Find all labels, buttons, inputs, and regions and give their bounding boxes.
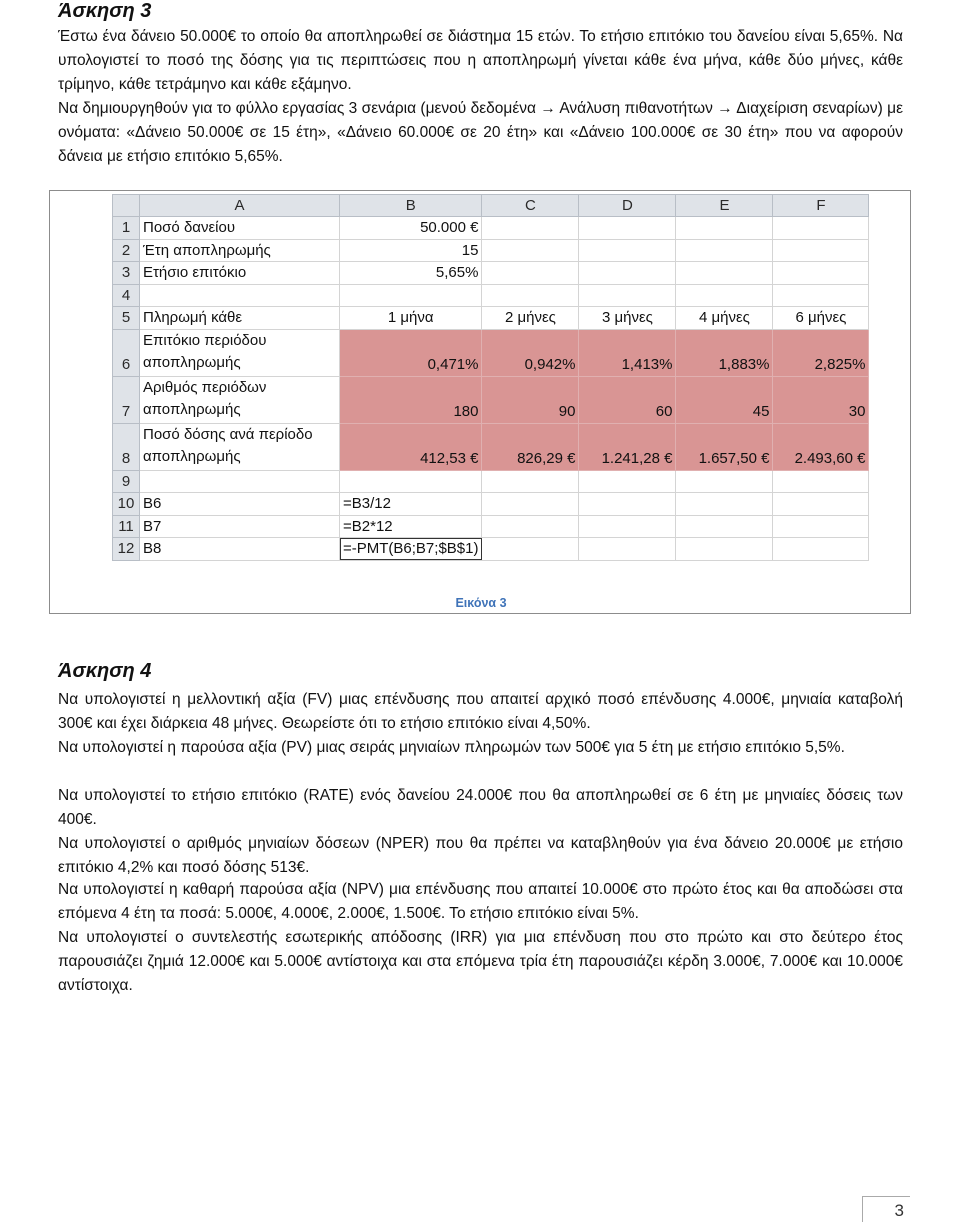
exercise-4-heading: Άσκηση 4 xyxy=(58,660,152,682)
cell-a9[interactable] xyxy=(140,470,340,493)
exercise-3-paragraph-1: Έστω ένα δάνειο 50.000€ το οποίο θα αποπληρωθεί σε διάστημα 15 ετών. Το ετήσιο επιτόκιο του δανείου είναι 5,65%. Να υπολογιστεί το ποσό της δόσης για τις περιπτώσεις που η αποπληρωμή γίνεται κάθε ένα μήνα, κάθε δύο μήνες, κάθε τρίμηνο, κάθε τετράμηνο και κάθε εξάμηνο. xyxy=(58,28,903,93)
sheet-row-12 xyxy=(113,538,869,561)
cell-d3[interactable] xyxy=(579,262,676,285)
exercise-4-paragraph-1: Να υπολογιστεί η μελλοντική αξία (FV) μιας επένδυσης που απαιτεί αρχικό ποσό επένδυσης 4.000€, μηνιαία καταβολή 300€ και έχει διάρκεια 48 μήνες. Θεωρείστε ότι το ετήσιο επιτόκιο είναι 4,50%. xyxy=(58,691,903,732)
cell-b12[interactable]: =-PMT(B6;B7;$B$1) xyxy=(340,538,482,561)
column-header-d[interactable]: D xyxy=(579,195,676,217)
cell-c5[interactable]: 2 μήνες xyxy=(482,307,579,330)
cell-a6[interactable]: Επιτόκιο περιόδου αποπληρωμής xyxy=(140,329,340,376)
column-header-b[interactable]: B xyxy=(340,195,482,217)
row-header-9[interactable]: 9 xyxy=(113,470,140,493)
cell-c10[interactable] xyxy=(482,493,579,516)
cell-f2[interactable] xyxy=(773,239,869,262)
sheet-row-3 xyxy=(113,262,869,285)
sheet-row-7 xyxy=(113,376,869,423)
spreadsheet-grid xyxy=(112,194,869,561)
cell-b3[interactable]: 5,65% xyxy=(340,262,482,285)
cell-e6[interactable]: 1,883% xyxy=(676,329,773,376)
cell-f8[interactable]: 2.493,60 € xyxy=(773,423,869,470)
cell-d6[interactable]: 1,413% xyxy=(579,329,676,376)
cell-b8[interactable]: 412,53 € xyxy=(340,423,482,470)
cell-d2[interactable] xyxy=(579,239,676,262)
cell-b7[interactable]: 180 xyxy=(340,376,482,423)
column-header-row xyxy=(113,195,869,217)
cell-f6[interactable]: 2,825% xyxy=(773,329,869,376)
exercise-3-heading: Άσκηση 3 xyxy=(58,0,152,22)
cell-c1[interactable] xyxy=(482,217,579,240)
exercise-4-paragraph-3: Να υπολογιστεί το ετήσιο επιτόκιο (RATE) ενός δανείου 24.000€ που θα αποπληρωθεί σε 6 έτη με μηνιαίες δόσεις των 400€. xyxy=(58,787,903,828)
row-header-10[interactable]: 10 xyxy=(113,493,140,516)
cell-f10[interactable] xyxy=(773,493,869,516)
exercise-4-paragraph-2: Να υπολογιστεί η παρούσα αξία (PV) μιας σειράς μηνιαίων πληρωμών των 500€ για 5 έτη με ετήσιο επιτόκιο 5,5%. xyxy=(58,739,845,756)
column-header-a[interactable]: A xyxy=(140,195,340,217)
cell-a5[interactable]: Πληρωμή κάθε xyxy=(140,307,340,330)
cell-e5[interactable]: 4 μήνες xyxy=(676,307,773,330)
figure-caption: Εικόνα 3 xyxy=(455,596,507,610)
sheet-row-1 xyxy=(113,217,869,240)
cell-d8[interactable]: 1.241,28 € xyxy=(579,423,676,470)
sheet-row-11 xyxy=(113,515,869,538)
cell-e9[interactable] xyxy=(676,470,773,493)
cell-c6[interactable]: 0,942% xyxy=(482,329,579,376)
row-header-5[interactable]: 5 xyxy=(113,307,140,330)
page-number: 3 xyxy=(862,1196,910,1222)
cell-b10[interactable]: =B3/12 xyxy=(340,493,482,516)
cell-a11[interactable]: B7 xyxy=(140,515,340,538)
cell-c11[interactable] xyxy=(482,515,579,538)
cell-b9[interactable] xyxy=(340,470,482,493)
cell-d10[interactable] xyxy=(579,493,676,516)
cell-d12[interactable] xyxy=(579,538,676,561)
cell-a1[interactable]: Ποσό δανείου xyxy=(140,217,340,240)
cell-a4[interactable] xyxy=(140,284,340,307)
cell-e12[interactable] xyxy=(676,538,773,561)
cell-c12[interactable] xyxy=(482,538,579,561)
cell-f4[interactable] xyxy=(773,284,869,307)
cell-c4[interactable] xyxy=(482,284,579,307)
cell-b4[interactable] xyxy=(340,284,482,307)
cell-e3[interactable] xyxy=(676,262,773,285)
cell-b1[interactable]: 50.000 € xyxy=(340,217,482,240)
cell-f9[interactable] xyxy=(773,470,869,493)
row-header-1[interactable]: 1 xyxy=(113,217,140,240)
cell-e2[interactable] xyxy=(676,239,773,262)
cell-c9[interactable] xyxy=(482,470,579,493)
row-header-7[interactable]: 7 xyxy=(113,376,140,423)
cell-f5[interactable]: 6 μήνες xyxy=(773,307,869,330)
cell-a10[interactable]: B6 xyxy=(140,493,340,516)
cell-a2[interactable]: Έτη αποπληρωμής xyxy=(140,239,340,262)
column-header-c[interactable]: C xyxy=(482,195,579,217)
cell-e11[interactable] xyxy=(676,515,773,538)
sheet-row-4 xyxy=(113,284,869,307)
exercise-4-paragraph-5: Να υπολογιστεί η καθαρή παρούσα αξία (NPV) μια επένδυσης που απαιτεί 10.000€ στο πρώτο έτος και θα αποδώσει στα επόμενα 4 έτη τα ποσά: 5.000€, 4.000€, 2.000€, 1.500€. Το ετήσιο επιτόκιο είναι 5%. xyxy=(58,881,903,922)
sheet-row-5 xyxy=(113,307,869,330)
cell-d5[interactable]: 3 μήνες xyxy=(579,307,676,330)
cell-d9[interactable] xyxy=(579,470,676,493)
spreadsheet-figure xyxy=(49,190,911,614)
row-header-4[interactable]: 4 xyxy=(113,284,140,307)
column-header-e[interactable]: E xyxy=(676,195,773,217)
cell-d11[interactable] xyxy=(579,515,676,538)
cell-f1[interactable] xyxy=(773,217,869,240)
sheet-row-8 xyxy=(113,423,869,470)
row-header-11[interactable]: 11 xyxy=(113,515,140,538)
sheet-row-2 xyxy=(113,239,869,262)
cell-a7[interactable]: Αριθμός περιόδων αποπληρωμής xyxy=(140,376,340,423)
exercise-4-paragraph-4: Να υπολογιστεί ο αριθμός μηνιαίων δόσεων (NPER) που θα πρέπει να καταβληθούν για ένα δάνειο 20.000€ με ετήσιο επιτόκιο 4,2% και ποσό δόσης 513€. xyxy=(58,835,903,876)
cell-f7[interactable]: 30 xyxy=(773,376,869,423)
cell-c2[interactable] xyxy=(482,239,579,262)
cell-c3[interactable] xyxy=(482,262,579,285)
cell-b2[interactable]: 15 xyxy=(340,239,482,262)
sheet-row-10 xyxy=(113,493,869,516)
cell-e1[interactable] xyxy=(676,217,773,240)
cell-e7[interactable]: 45 xyxy=(676,376,773,423)
cell-e8[interactable]: 1.657,50 € xyxy=(676,423,773,470)
row-header-8[interactable]: 8 xyxy=(113,423,140,470)
exercise-3-paragraph-2: Να δημιουργηθούν για το φύλλο εργασίας 3 σενάρια (μενού δεδομένα → Ανάλυση πιθανοτήτων → Διαχείριση σεναρίων) με ονόματα: «Δάνειο 50.000€ σε 15 έτη», «Δάνειο 60.000€ σε 20 έτη» και «Δάνειο 100.000€ σε 30 έτη» που να αφορούν δάνεια με ετήσιο επιτόκιο 5,65%. xyxy=(58,100,903,165)
cell-a3[interactable]: Ετήσιο επιτόκιο xyxy=(140,262,340,285)
cell-b11[interactable]: =B2*12 xyxy=(340,515,482,538)
sheet-row-6 xyxy=(113,329,869,376)
sheet-row-9 xyxy=(113,470,869,493)
cell-b6[interactable]: 0,471% xyxy=(340,329,482,376)
cell-f11[interactable] xyxy=(773,515,869,538)
cell-a12[interactable]: B8 xyxy=(140,538,340,561)
select-all-corner[interactable] xyxy=(113,195,140,217)
cell-b5[interactable]: 1 μήνα xyxy=(340,307,482,330)
cell-f3[interactable] xyxy=(773,262,869,285)
cell-c8[interactable]: 826,29 € xyxy=(482,423,579,470)
cell-e10[interactable] xyxy=(676,493,773,516)
cell-d1[interactable] xyxy=(579,217,676,240)
exercise-4-paragraph-6: Να υπολογιστεί ο συντελεστής εσωτερικής απόδοσης (IRR) για μια επένδυση που στο πρώτο και στο δεύτερο έτος παρουσιάζει ζημιά 12.000€ και 5.000€ αντίστοιχα και στα επόμενα τρία έτη παρουσιάζει κέρδη 3.000€, 7.000€ και 10.000€ αντίστοιχα. xyxy=(58,929,903,994)
cell-d7[interactable]: 60 xyxy=(579,376,676,423)
cell-d4[interactable] xyxy=(579,284,676,307)
row-header-3[interactable]: 3 xyxy=(113,262,140,285)
row-header-2[interactable]: 2 xyxy=(113,239,140,262)
column-header-f[interactable]: F xyxy=(773,195,869,217)
cell-a8[interactable]: Ποσό δόσης ανά περίοδο αποπληρωμής xyxy=(140,423,340,470)
row-header-12[interactable]: 12 xyxy=(113,538,140,561)
cell-e4[interactable] xyxy=(676,284,773,307)
cell-c7[interactable]: 90 xyxy=(482,376,579,423)
row-header-6[interactable]: 6 xyxy=(113,329,140,376)
cell-f12[interactable] xyxy=(773,538,869,561)
